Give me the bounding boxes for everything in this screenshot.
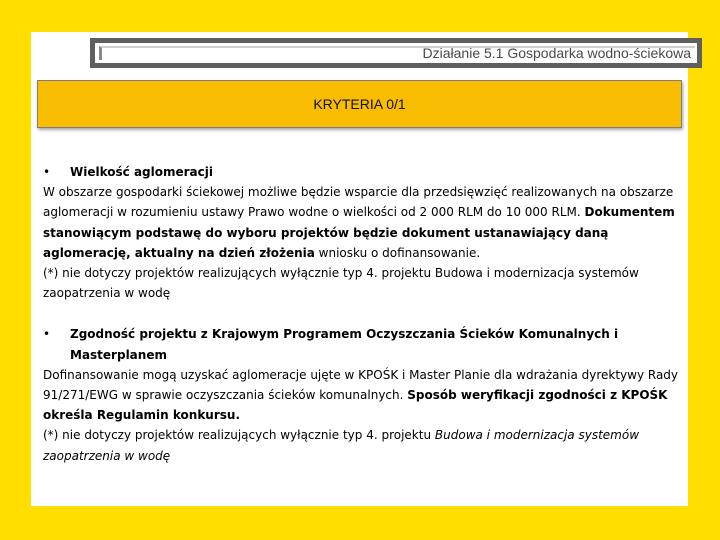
criterion-1-note: (*) nie dotyczy projektów realizujących wyłącznie typ 4. projektu Budowa i modernizacja systemów zaopatrzenia w wodę bbox=[43, 266, 639, 301]
criterion-1-heading bbox=[43, 162, 683, 182]
criterion-2-note-text: (*) nie dotyczy projektów realizujących wyłącznie typ 4. projektu bbox=[43, 428, 435, 443]
section-gap bbox=[43, 303, 683, 324]
criterion-2-body bbox=[43, 365, 683, 426]
criteria-banner bbox=[37, 80, 682, 128]
criterion-1-body-text: W obszarze gospodarki ściekowej możliwe będzie wsparcie dla przedsięwzięć realizowanych na obszarze aglomeracji w rozumieniu ustawy Prawo wodne o wielkości od 2 000 RLM do 10 000 RLM. bbox=[43, 185, 674, 220]
criterion-2-note bbox=[43, 425, 683, 465]
bullet-icon: • bbox=[43, 165, 51, 179]
header-box bbox=[90, 38, 702, 68]
criterion-2-body-bold: Sposób weryfikacji zgodności z KPOŚK określa Regulamin konkursu. bbox=[43, 388, 668, 423]
criteria-content bbox=[43, 162, 683, 466]
criterion-2-title: Zgodność projektu z Krajowym Programem Oczyszczania Ścieków Komunalnych i Masterplanem bbox=[70, 327, 619, 362]
criterion-1-body-end: wniosku o dofinansowanie. bbox=[314, 245, 481, 260]
criterion-1-body-bold: Dokumentem stanowiącym podstawę do wyboru projektów będzie dokument ustanawiający daną aglomerację, aktualny na dzień złożenia bbox=[43, 205, 675, 260]
header-title: Działanie 5.1 Gospodarka wodno-ściekowa bbox=[422, 45, 691, 61]
criterion-1-title: Wielkość aglomeracji bbox=[70, 165, 213, 179]
criterion-2-body-text: Dofinansowanie mogą uzyskać aglomeracje ujęte w KPOŚK i Master Planie dla wdrażania dyrektywy Rady 91/271/EWG w sprawie oczyszczania ścieków komunalnych. bbox=[43, 367, 679, 403]
criterion-2-heading bbox=[43, 324, 683, 364]
criterion-1-body bbox=[43, 182, 683, 263]
bullet-icon: • bbox=[43, 327, 51, 342]
criterion-2-note-italic: Budowa i modernizacja systemów zaopatrzenia w wodę bbox=[43, 428, 640, 463]
criteria-banner-label: KRYTERIA 0/1 bbox=[313, 96, 406, 112]
